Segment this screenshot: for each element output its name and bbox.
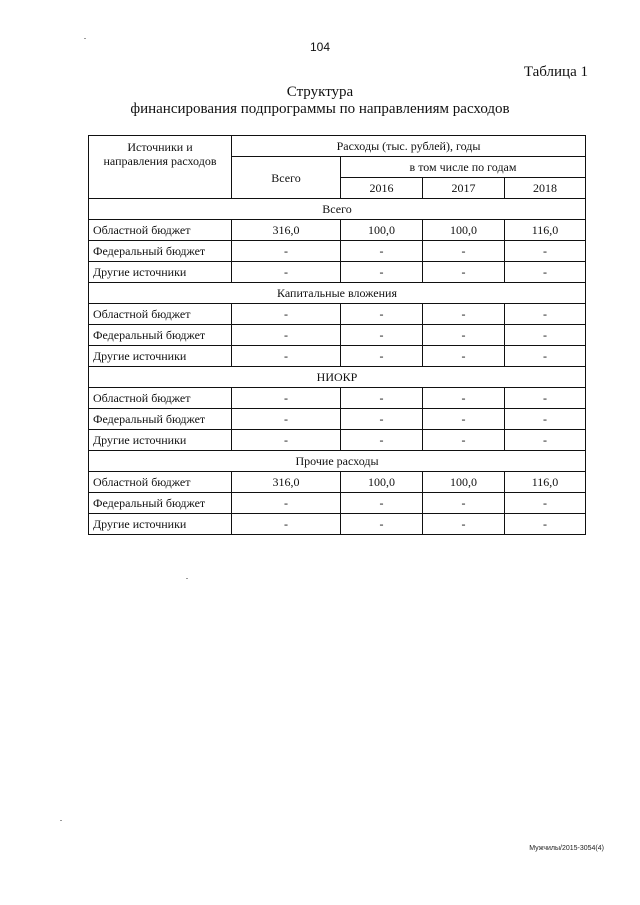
scan-speck xyxy=(84,38,86,39)
scan-speck xyxy=(60,820,62,821)
cell-2017: - xyxy=(423,430,505,451)
cell-total: 316,0 xyxy=(232,220,341,241)
cell-2016: - xyxy=(341,325,423,346)
cell-2017: - xyxy=(423,325,505,346)
row-label: Областной бюджет xyxy=(89,472,232,493)
header-year-2017: 2017 xyxy=(423,178,505,199)
page-number: 104 xyxy=(309,40,331,54)
cell-2018: - xyxy=(505,388,586,409)
cell-2016: - xyxy=(341,304,423,325)
cell-total: - xyxy=(232,241,341,262)
cell-total: - xyxy=(232,388,341,409)
row-label: Другие источники xyxy=(89,430,232,451)
financing-table xyxy=(88,135,586,535)
table-label: Таблица 1 xyxy=(523,64,588,80)
cell-2018: - xyxy=(505,409,586,430)
cell-2018: - xyxy=(505,346,586,367)
footer-code: Мужчилы/2015-3054(4) xyxy=(529,845,604,852)
header-year-2016: 2016 xyxy=(341,178,423,199)
row-label: Областной бюджет xyxy=(89,304,232,325)
section-row xyxy=(89,367,586,388)
cell-2018: - xyxy=(505,304,586,325)
cell-2016: - xyxy=(341,262,423,283)
table-row xyxy=(89,346,586,367)
section-title: Всего xyxy=(89,199,586,220)
row-label: Федеральный бюджет xyxy=(89,241,232,262)
row-label: Федеральный бюджет xyxy=(89,493,232,514)
header-sources-line1: Источники и xyxy=(127,140,193,154)
cell-2018: - xyxy=(505,241,586,262)
table-row xyxy=(89,241,586,262)
header-sources-line2: направления расходов xyxy=(103,154,217,168)
cell-2016: - xyxy=(341,514,423,535)
cell-total: - xyxy=(232,514,341,535)
table-row xyxy=(89,430,586,451)
cell-2018: - xyxy=(505,493,586,514)
row-label: Федеральный бюджет xyxy=(89,409,232,430)
cell-2017: 100,0 xyxy=(423,472,505,493)
cell-2016: 100,0 xyxy=(341,472,423,493)
document-title: Структура xyxy=(286,84,354,100)
header-expenses: Расходы (тыс. рублей), годы xyxy=(232,136,586,157)
cell-2016: - xyxy=(341,241,423,262)
cell-2018: 116,0 xyxy=(505,472,586,493)
cell-2016: - xyxy=(341,346,423,367)
cell-total: - xyxy=(232,325,341,346)
cell-2016: 100,0 xyxy=(341,220,423,241)
cell-2018: - xyxy=(505,430,586,451)
table-row xyxy=(89,409,586,430)
cell-2017: - xyxy=(423,388,505,409)
table-row xyxy=(89,388,586,409)
cell-2017: - xyxy=(423,409,505,430)
cell-2016: - xyxy=(341,430,423,451)
scan-speck xyxy=(186,578,188,579)
cell-2017: - xyxy=(423,346,505,367)
cell-total: - xyxy=(232,262,341,283)
table-row xyxy=(89,262,586,283)
cell-2018: 116,0 xyxy=(505,220,586,241)
cell-2018: - xyxy=(505,262,586,283)
row-label: Другие источники xyxy=(89,346,232,367)
header-sources xyxy=(89,136,232,199)
header-row-1 xyxy=(89,136,586,157)
section-row xyxy=(89,283,586,304)
header-by-years: в том числе по годам xyxy=(341,157,586,178)
row-label: Другие источники xyxy=(89,514,232,535)
cell-total: - xyxy=(232,409,341,430)
row-label: Другие источники xyxy=(89,262,232,283)
cell-total: 316,0 xyxy=(232,472,341,493)
table-row xyxy=(89,325,586,346)
cell-2018: - xyxy=(505,325,586,346)
row-label: Областной бюджет xyxy=(89,388,232,409)
section-row xyxy=(89,199,586,220)
header-year-2018: 2018 xyxy=(505,178,586,199)
cell-2017: - xyxy=(423,241,505,262)
section-title: НИОКР xyxy=(89,367,586,388)
table-row xyxy=(89,514,586,535)
cell-2017: - xyxy=(423,493,505,514)
row-label: Областной бюджет xyxy=(89,220,232,241)
section-title: Прочие расходы xyxy=(89,451,586,472)
cell-total: - xyxy=(232,493,341,514)
cell-2016: - xyxy=(341,388,423,409)
table-row xyxy=(89,472,586,493)
table-row xyxy=(89,304,586,325)
section-row xyxy=(89,451,586,472)
cell-2017: - xyxy=(423,304,505,325)
cell-2018: - xyxy=(505,514,586,535)
row-label: Федеральный бюджет xyxy=(89,325,232,346)
document-subtitle: финансирования подпрограммы по направлениям расходов xyxy=(130,101,510,117)
cell-total: - xyxy=(232,304,341,325)
cell-2017: - xyxy=(423,262,505,283)
cell-total: - xyxy=(232,346,341,367)
cell-2016: - xyxy=(341,493,423,514)
cell-2017: 100,0 xyxy=(423,220,505,241)
header-total: Всего xyxy=(232,157,341,199)
cell-2016: - xyxy=(341,409,423,430)
table-row xyxy=(89,220,586,241)
cell-2017: - xyxy=(423,514,505,535)
financing-table-body xyxy=(89,136,586,535)
section-title: Капитальные вложения xyxy=(89,283,586,304)
table-row xyxy=(89,493,586,514)
cell-total: - xyxy=(232,430,341,451)
